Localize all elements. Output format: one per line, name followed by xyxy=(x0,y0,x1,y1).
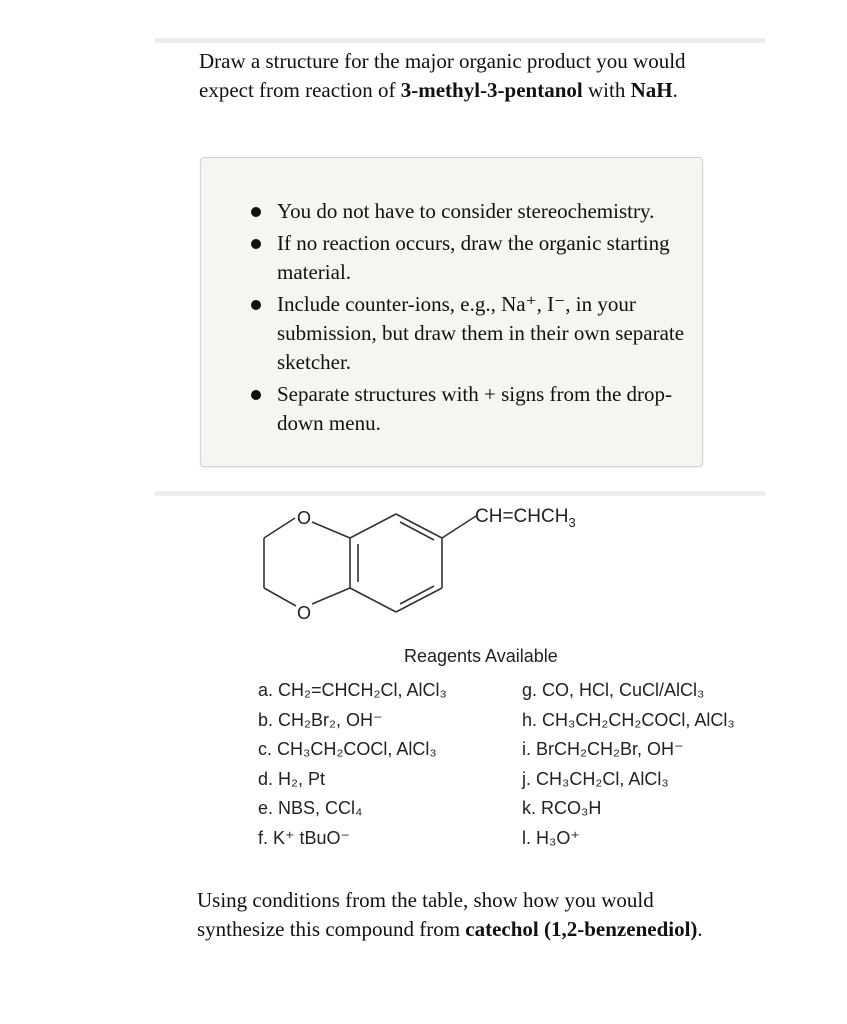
structure-drawing xyxy=(250,500,630,640)
reagents-column-left xyxy=(258,676,447,853)
oxygen-top-label: O xyxy=(297,508,312,528)
question-2-lead: Using conditions from the table, show how you would synthesize this compound from xyxy=(197,888,654,941)
reagent-k: k. RCO₃H xyxy=(522,798,602,818)
reagent-i: i. BrCH₂CH₂Br, OH⁻ xyxy=(522,739,684,759)
instruction-item: Separate structures with + signs from the drop-down menu. xyxy=(201,380,701,438)
reagent-a: a. CH₂=CHCH₂Cl, AlCl₃ xyxy=(258,680,447,700)
question-1-end: . xyxy=(672,78,678,102)
reagent-b: b. CH₂Br₂, OH⁻ xyxy=(258,709,383,730)
reagent-d: d. H₂, Pt xyxy=(258,768,326,789)
instruction-item: If no reaction occurs, draw the organic starting material. xyxy=(201,229,701,287)
question-1-reagent: NaH xyxy=(630,78,673,102)
reagents-title: Reagents Available xyxy=(404,646,558,666)
question-1-lead: Draw a structure for the major organic product you would expect from reaction of xyxy=(199,49,686,102)
instructions-list xyxy=(201,197,701,441)
reagent-f: f. K⁺ tBuO⁻ xyxy=(258,827,351,848)
instructions-box xyxy=(200,157,703,467)
reagent-c: c. CH₃CH₂COCl, AlCl₃ xyxy=(258,739,437,759)
instruction-item: You do not have to consider stereochemistry. xyxy=(201,197,701,226)
oxygen-bottom-label: O xyxy=(297,603,312,623)
question-2-text xyxy=(197,886,717,944)
question-2-compound: catechol (1,2-benzenediol) xyxy=(465,917,698,941)
question-1-with: with xyxy=(582,78,631,102)
question-2-end: . xyxy=(697,917,703,941)
top-divider xyxy=(155,38,765,43)
substituent-label: $CH=CHCH_3$ xyxy=(475,506,576,530)
reagent-l: l. H₃O⁺ xyxy=(522,827,580,848)
reagent-g: g. CO, HCl, CuCl/AlCl₃ xyxy=(522,680,705,700)
reagent-h: h. CH₃CH₂CH₂COCl, AlCl₃ xyxy=(522,709,735,730)
question-1-text xyxy=(199,47,699,105)
reagent-j: j. CH₃CH₂Cl, AlCl₃ xyxy=(522,768,669,789)
middle-divider xyxy=(155,491,765,496)
reagent-e: e. NBS, CCl₄ xyxy=(258,798,363,818)
question-1-compound: 3-methyl-3-pentanol xyxy=(400,78,583,102)
benzodioxane-structure xyxy=(250,500,630,640)
instruction-item: Include counter-ions, e.g., Na⁺, I⁻, in your submission, but draw them in their own separate sketcher. xyxy=(201,290,701,377)
reagents-column-right xyxy=(522,676,735,853)
